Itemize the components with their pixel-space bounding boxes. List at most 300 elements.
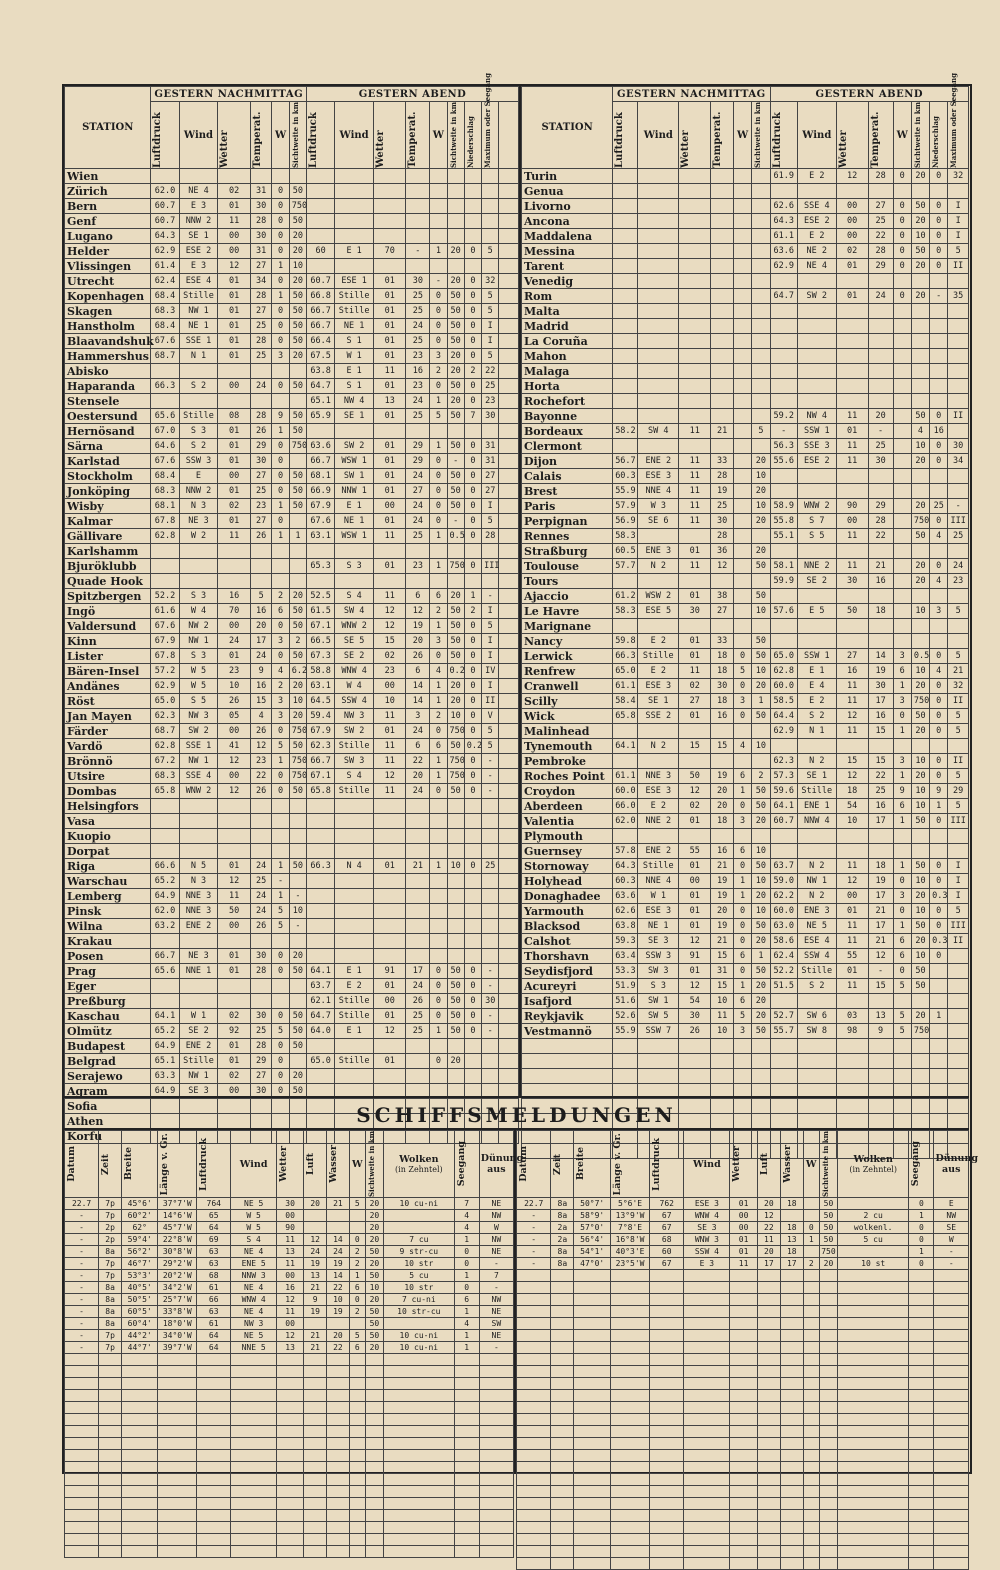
station-row bbox=[522, 229, 969, 244]
afternoon-value: S 3 bbox=[638, 979, 679, 994]
ship-cell bbox=[611, 1306, 650, 1318]
afternoon-value bbox=[679, 754, 711, 769]
ship-cell bbox=[99, 1522, 122, 1534]
ship-cell bbox=[909, 1510, 934, 1522]
afternoon-value: 5 bbox=[272, 739, 289, 754]
afternoon-value: 57.2 bbox=[151, 664, 179, 679]
evening-value: 25 bbox=[406, 1009, 430, 1024]
evening-value bbox=[868, 829, 893, 844]
ship-col-seegang: Seegang bbox=[454, 1131, 479, 1198]
afternoon-value: 0 bbox=[734, 934, 752, 949]
evening-value: SSE 4 bbox=[797, 199, 836, 214]
station-row bbox=[522, 979, 969, 994]
evening-value: 02 bbox=[374, 649, 406, 664]
ship-row bbox=[517, 1546, 969, 1558]
ship-cell: ENE 5 bbox=[231, 1258, 277, 1270]
afternoon-value bbox=[734, 289, 752, 304]
evening-value: 24 bbox=[868, 289, 893, 304]
ship-row bbox=[517, 1426, 969, 1438]
ship-cell bbox=[780, 1426, 803, 1438]
afternoon-value bbox=[638, 319, 679, 334]
ship-cell: - bbox=[479, 1342, 513, 1354]
evening-value bbox=[406, 199, 430, 214]
afternoon-value: 50 bbox=[289, 334, 306, 349]
evening-value: 27 bbox=[868, 199, 893, 214]
evening-value bbox=[335, 949, 374, 964]
afternoon-value: 60.3 bbox=[613, 874, 638, 889]
afternoon-value bbox=[752, 289, 770, 304]
afternoon-value: 6 bbox=[734, 994, 752, 1009]
afternoon-value bbox=[752, 379, 770, 394]
evening-value bbox=[911, 1039, 929, 1054]
ship-cell bbox=[934, 1438, 969, 1450]
ship-cell bbox=[349, 1414, 365, 1426]
ship-cell bbox=[304, 1546, 327, 1558]
afternoon-value: 0 bbox=[734, 859, 752, 874]
station-name: Valdersund bbox=[65, 619, 151, 634]
afternoon-value: 19 bbox=[711, 769, 734, 784]
evening-value: 6 bbox=[406, 589, 430, 604]
afternoon-value bbox=[711, 274, 734, 289]
ship-cell bbox=[158, 1462, 197, 1474]
afternoon-value bbox=[734, 1039, 752, 1054]
evening-value: 1 bbox=[430, 244, 447, 259]
ship-col-seegang: Seegang bbox=[909, 1131, 934, 1198]
ship-col-wolken: Wolken (in Zehntel) bbox=[838, 1131, 909, 1198]
ship-cell: 8a bbox=[99, 1246, 122, 1258]
ship-cell bbox=[650, 1390, 684, 1402]
ship-cell bbox=[551, 1390, 574, 1402]
ship-cell bbox=[838, 1294, 909, 1306]
afternoon-value: 58.3 bbox=[613, 529, 638, 544]
ship-cell: 50 bbox=[819, 1234, 837, 1246]
evening-value: 12 bbox=[374, 604, 406, 619]
ship-cell bbox=[99, 1462, 122, 1474]
station-row bbox=[522, 724, 969, 739]
afternoon-value bbox=[638, 289, 679, 304]
afternoon-value: WSW 2 bbox=[638, 589, 679, 604]
afternoon-value: 62.0 bbox=[613, 814, 638, 829]
ship-cell: 13 bbox=[780, 1234, 803, 1246]
afternoon-value: 50 bbox=[289, 184, 306, 199]
ship-col-luft: Luft bbox=[304, 1131, 327, 1198]
ship-cell bbox=[819, 1510, 837, 1522]
evening-value bbox=[836, 394, 868, 409]
afternoon-value: 26 bbox=[250, 919, 272, 934]
ship-cell bbox=[909, 1414, 934, 1426]
ship-cell bbox=[574, 1414, 611, 1426]
evening-value: 0 bbox=[930, 709, 948, 724]
evening-value bbox=[797, 184, 836, 199]
evening-value: 55.8 bbox=[770, 514, 797, 529]
afternoon-value: 0 bbox=[734, 904, 752, 919]
evening-value: 23 bbox=[406, 379, 430, 394]
afternoon-value bbox=[734, 349, 752, 364]
evening-value: 12 bbox=[406, 604, 430, 619]
evening-value: 28 bbox=[482, 529, 499, 544]
afternoon-value bbox=[679, 304, 711, 319]
afternoon-value bbox=[734, 529, 752, 544]
afternoon-value: 27 bbox=[679, 694, 711, 709]
ship-cell: 7p bbox=[99, 1198, 122, 1210]
station-row bbox=[65, 274, 519, 289]
evening-value: 10 bbox=[911, 874, 929, 889]
ship-cell bbox=[934, 1546, 969, 1558]
evening-value: 0 bbox=[464, 979, 481, 994]
afternoon-value: 28 bbox=[711, 469, 734, 484]
ship-cell bbox=[99, 1414, 122, 1426]
afternoon-value: 0 bbox=[272, 1054, 289, 1069]
evening-value bbox=[374, 934, 406, 949]
ship-cell bbox=[650, 1414, 684, 1426]
evening-value bbox=[374, 949, 406, 964]
afternoon-value bbox=[752, 364, 770, 379]
ship-cell bbox=[384, 1522, 455, 1534]
evening-value bbox=[930, 184, 948, 199]
afternoon-value: 1 bbox=[272, 289, 289, 304]
ship-cell bbox=[158, 1546, 197, 1558]
station-row bbox=[522, 364, 969, 379]
station-row bbox=[65, 859, 519, 874]
evening-value bbox=[406, 229, 430, 244]
ship-cell bbox=[684, 1402, 730, 1414]
evening-value bbox=[911, 334, 929, 349]
afternoon-value bbox=[613, 349, 638, 364]
col-wind-r: Wind bbox=[638, 102, 679, 169]
afternoon-value: 67.8 bbox=[151, 514, 179, 529]
afternoon-value: 01 bbox=[679, 964, 711, 979]
ship-cell: 00 bbox=[276, 1270, 303, 1282]
ship-cell bbox=[574, 1546, 611, 1558]
ship-cell bbox=[909, 1330, 934, 1342]
evening-value: V bbox=[482, 709, 499, 724]
station-name bbox=[522, 1069, 613, 1084]
evening-value bbox=[868, 304, 893, 319]
afternoon-value: 16 bbox=[711, 844, 734, 859]
ship-cell: 50 bbox=[819, 1222, 837, 1234]
evening-value: Stille bbox=[797, 964, 836, 979]
afternoon-value: E 3 bbox=[179, 199, 218, 214]
station-row bbox=[522, 694, 969, 709]
blank-cell bbox=[499, 394, 519, 409]
evening-value: 0 bbox=[430, 724, 447, 739]
station-name: Malinhead bbox=[522, 724, 613, 739]
afternoon-value bbox=[151, 394, 179, 409]
blank-cell bbox=[499, 784, 519, 799]
evening-value bbox=[868, 739, 893, 754]
evening-value: 0 bbox=[430, 499, 447, 514]
ship-cell bbox=[838, 1426, 909, 1438]
ship-cell: 6 bbox=[349, 1342, 365, 1354]
ship-cell bbox=[780, 1510, 803, 1522]
ship-cell: 2a bbox=[551, 1234, 574, 1246]
evening-value: 25 bbox=[406, 289, 430, 304]
afternoon-value bbox=[734, 319, 752, 334]
afternoon-value: 0 bbox=[272, 1039, 289, 1054]
evening-value: 11 bbox=[836, 559, 868, 574]
ship-row bbox=[65, 1330, 514, 1342]
col-wetter-r: Wetter bbox=[679, 102, 711, 169]
evening-value bbox=[464, 259, 481, 274]
ship-cell bbox=[909, 1558, 934, 1570]
evening-value bbox=[482, 1054, 499, 1069]
station-name: Stornoway bbox=[522, 859, 613, 874]
afternoon-value: 64.9 bbox=[151, 889, 179, 904]
evening-value: 50 bbox=[911, 814, 929, 829]
evening-value bbox=[930, 844, 948, 859]
evening-value: E 2 bbox=[335, 979, 374, 994]
afternoon-value: 30 bbox=[679, 604, 711, 619]
ship-cell: 0 bbox=[909, 1198, 934, 1210]
ship-table-left-panel bbox=[64, 1130, 524, 1472]
evening-value: 0 bbox=[464, 349, 481, 364]
ship-cell bbox=[934, 1498, 969, 1510]
station-row bbox=[522, 859, 969, 874]
evening-value: 12 bbox=[374, 769, 406, 784]
afternoon-value bbox=[711, 394, 734, 409]
ship-cell bbox=[479, 1366, 513, 1378]
evening-value bbox=[374, 799, 406, 814]
station-name: Cranwell bbox=[522, 679, 613, 694]
evening-value bbox=[930, 634, 948, 649]
evening-value bbox=[893, 739, 911, 754]
evening-value: 30 bbox=[868, 679, 893, 694]
afternoon-value: 0 bbox=[272, 199, 289, 214]
evening-value: I bbox=[948, 214, 969, 229]
evening-value: 31 bbox=[482, 439, 499, 454]
ship-cell bbox=[803, 1510, 819, 1522]
evening-value: I bbox=[948, 199, 969, 214]
afternoon-value: 0 bbox=[272, 334, 289, 349]
afternoon-value: 18 bbox=[711, 694, 734, 709]
ship-cell: 7 cu-ni bbox=[384, 1294, 455, 1306]
station-name: Kinn bbox=[65, 634, 151, 649]
evening-value bbox=[430, 229, 447, 244]
afternoon-value: 20 bbox=[752, 484, 770, 499]
ship-cell: 7p bbox=[99, 1258, 122, 1270]
afternoon-value: 56.7 bbox=[613, 454, 638, 469]
evening-value bbox=[868, 469, 893, 484]
evening-value bbox=[482, 1039, 499, 1054]
evening-value: 0 bbox=[893, 904, 911, 919]
evening-value bbox=[374, 829, 406, 844]
afternoon-value: 31 bbox=[711, 964, 734, 979]
evening-value: SSW 4 bbox=[797, 949, 836, 964]
evening-value bbox=[770, 739, 797, 754]
ship-cell: 63 bbox=[197, 1306, 231, 1318]
ship-cell: 10 str bbox=[384, 1282, 455, 1294]
afternoon-value bbox=[289, 874, 306, 889]
ship-cell bbox=[384, 1390, 455, 1402]
afternoon-value: 1 bbox=[734, 784, 752, 799]
ship-cell bbox=[276, 1534, 303, 1546]
afternoon-value: 50 bbox=[752, 559, 770, 574]
evening-value: 0 bbox=[464, 379, 481, 394]
evening-value bbox=[335, 904, 374, 919]
ship-cell bbox=[757, 1282, 780, 1294]
ship-cell bbox=[121, 1498, 157, 1510]
evening-value bbox=[797, 1069, 836, 1084]
afternoon-value bbox=[734, 604, 752, 619]
evening-value: II bbox=[482, 694, 499, 709]
ship-cell bbox=[909, 1462, 934, 1474]
ship-cell bbox=[231, 1450, 277, 1462]
ship-cell: 20 bbox=[304, 1198, 327, 1210]
ship-cell bbox=[121, 1462, 157, 1474]
ship-cell: - bbox=[65, 1210, 99, 1222]
ship-cell bbox=[780, 1450, 803, 1462]
afternoon-value bbox=[679, 829, 711, 844]
evening-value bbox=[948, 184, 969, 199]
evening-value: 67.1 bbox=[307, 619, 335, 634]
ship-cell: 50°7' bbox=[574, 1198, 611, 1210]
ship-cell: 66 bbox=[197, 1294, 231, 1306]
blank-cell bbox=[499, 454, 519, 469]
station-row bbox=[522, 559, 969, 574]
evening-value: 63.0 bbox=[770, 919, 797, 934]
station-name: Färder bbox=[65, 724, 151, 739]
evening-value bbox=[797, 544, 836, 559]
ship-cell: 10 cu-ni bbox=[384, 1342, 455, 1354]
evening-value: 67.9 bbox=[307, 724, 335, 739]
afternoon-value: 0 bbox=[272, 724, 289, 739]
afternoon-value bbox=[638, 349, 679, 364]
evening-value bbox=[406, 799, 430, 814]
ship-row bbox=[517, 1462, 969, 1474]
ship-cell bbox=[365, 1498, 383, 1510]
ship-cell bbox=[684, 1438, 730, 1450]
ship-cell: 750 bbox=[821, 1247, 836, 1257]
afternoon-value bbox=[679, 184, 711, 199]
ship-row bbox=[65, 1246, 514, 1258]
ship-cell bbox=[384, 1366, 455, 1378]
evening-value: 0 bbox=[464, 559, 481, 574]
ship-cell bbox=[454, 1474, 479, 1486]
ship-cell: 21 bbox=[304, 1330, 327, 1342]
ship-cell bbox=[757, 1486, 780, 1498]
afternoon-value bbox=[711, 409, 734, 424]
ship-cell bbox=[838, 1414, 909, 1426]
evening-value bbox=[482, 184, 499, 199]
ship-cell: 2p bbox=[99, 1234, 122, 1246]
station-row bbox=[522, 214, 969, 229]
afternoon-value bbox=[250, 979, 272, 994]
afternoon-value: 10 bbox=[289, 904, 306, 919]
evening-value: 59.6 bbox=[770, 784, 797, 799]
afternoon-value: 18 bbox=[711, 664, 734, 679]
ship-cell: 0 bbox=[909, 1258, 934, 1270]
evening-value: 5 bbox=[482, 514, 499, 529]
blank-cell bbox=[499, 304, 519, 319]
evening-value: 750 bbox=[447, 724, 464, 739]
ship-cell bbox=[803, 1378, 819, 1390]
afternoon-value: 50 bbox=[289, 484, 306, 499]
evening-value: 1 bbox=[430, 394, 447, 409]
evening-value bbox=[430, 1039, 447, 1054]
ship-cell bbox=[780, 1318, 803, 1330]
afternoon-value bbox=[151, 844, 179, 859]
afternoon-value: 20 bbox=[289, 949, 306, 964]
ship-row bbox=[65, 1366, 514, 1378]
evening-value bbox=[893, 559, 911, 574]
evening-value bbox=[930, 469, 948, 484]
afternoon-value: 15 bbox=[679, 739, 711, 754]
ship-cell: 68 bbox=[197, 1270, 231, 1282]
evening-value: 50 bbox=[911, 979, 929, 994]
station-row bbox=[65, 574, 519, 589]
afternoon-value: 22 bbox=[250, 769, 272, 784]
afternoon-value bbox=[289, 994, 306, 1009]
ship-cell bbox=[650, 1450, 684, 1462]
blank-cell bbox=[499, 1039, 519, 1054]
ship-cell: 8a bbox=[99, 1282, 122, 1294]
blank-cell bbox=[499, 889, 519, 904]
ship-col-breite: Breite bbox=[121, 1131, 157, 1198]
evening-value bbox=[868, 379, 893, 394]
station-name: Tours bbox=[522, 574, 613, 589]
ship-cell: W 5 bbox=[231, 1222, 277, 1234]
evening-value bbox=[930, 1054, 948, 1069]
evening-value bbox=[464, 874, 481, 889]
afternoon-value bbox=[679, 1069, 711, 1084]
afternoon-value: N 5 bbox=[179, 859, 218, 874]
afternoon-value: 0 bbox=[272, 274, 289, 289]
ship-cell: 10 cu-ni bbox=[384, 1198, 455, 1210]
ship-row bbox=[65, 1318, 514, 1330]
afternoon-value: NW 1 bbox=[179, 634, 218, 649]
ship-cell bbox=[99, 1450, 122, 1462]
evening-value bbox=[406, 889, 430, 904]
afternoon-value: 11 bbox=[679, 469, 711, 484]
ship-cell bbox=[365, 1390, 383, 1402]
afternoon-value: NW 1 bbox=[179, 1069, 218, 1084]
evening-value bbox=[893, 1069, 911, 1084]
afternoon-value bbox=[711, 724, 734, 739]
ship-cell bbox=[909, 1366, 934, 1378]
afternoon-value: 20 bbox=[289, 244, 306, 259]
afternoon-value: 750 bbox=[289, 439, 306, 454]
evening-value bbox=[770, 469, 797, 484]
evening-value bbox=[307, 1039, 335, 1054]
ship-cell bbox=[574, 1426, 611, 1438]
evening-value bbox=[836, 829, 868, 844]
ship-cell: 22 bbox=[327, 1342, 350, 1354]
afternoon-value bbox=[679, 214, 711, 229]
afternoon-value: 1 bbox=[289, 529, 306, 544]
afternoon-value: 2 bbox=[272, 679, 289, 694]
ship-cell bbox=[650, 1558, 684, 1570]
ship-cell: 1 bbox=[454, 1234, 479, 1246]
ship-cell bbox=[909, 1390, 934, 1402]
evening-value bbox=[868, 319, 893, 334]
evening-value: 11 bbox=[374, 364, 406, 379]
evening-value: 1 bbox=[430, 529, 447, 544]
afternoon-value bbox=[250, 394, 272, 409]
station-row bbox=[522, 799, 969, 814]
evening-value: 11 bbox=[374, 784, 406, 799]
col-w-r: W bbox=[734, 102, 752, 169]
afternoon-value: 27 bbox=[250, 304, 272, 319]
ship-cell bbox=[757, 1462, 780, 1474]
evening-value: 66.5 bbox=[307, 634, 335, 649]
evening-value: SW 4 bbox=[335, 604, 374, 619]
evening-value bbox=[335, 199, 374, 214]
evening-value bbox=[307, 574, 335, 589]
ship-cell bbox=[934, 1318, 969, 1330]
ship-cell bbox=[551, 1378, 574, 1390]
ship-reports-title: SCHIFFSMELDUNGEN bbox=[64, 1096, 969, 1130]
afternoon-value: 30 bbox=[250, 199, 272, 214]
